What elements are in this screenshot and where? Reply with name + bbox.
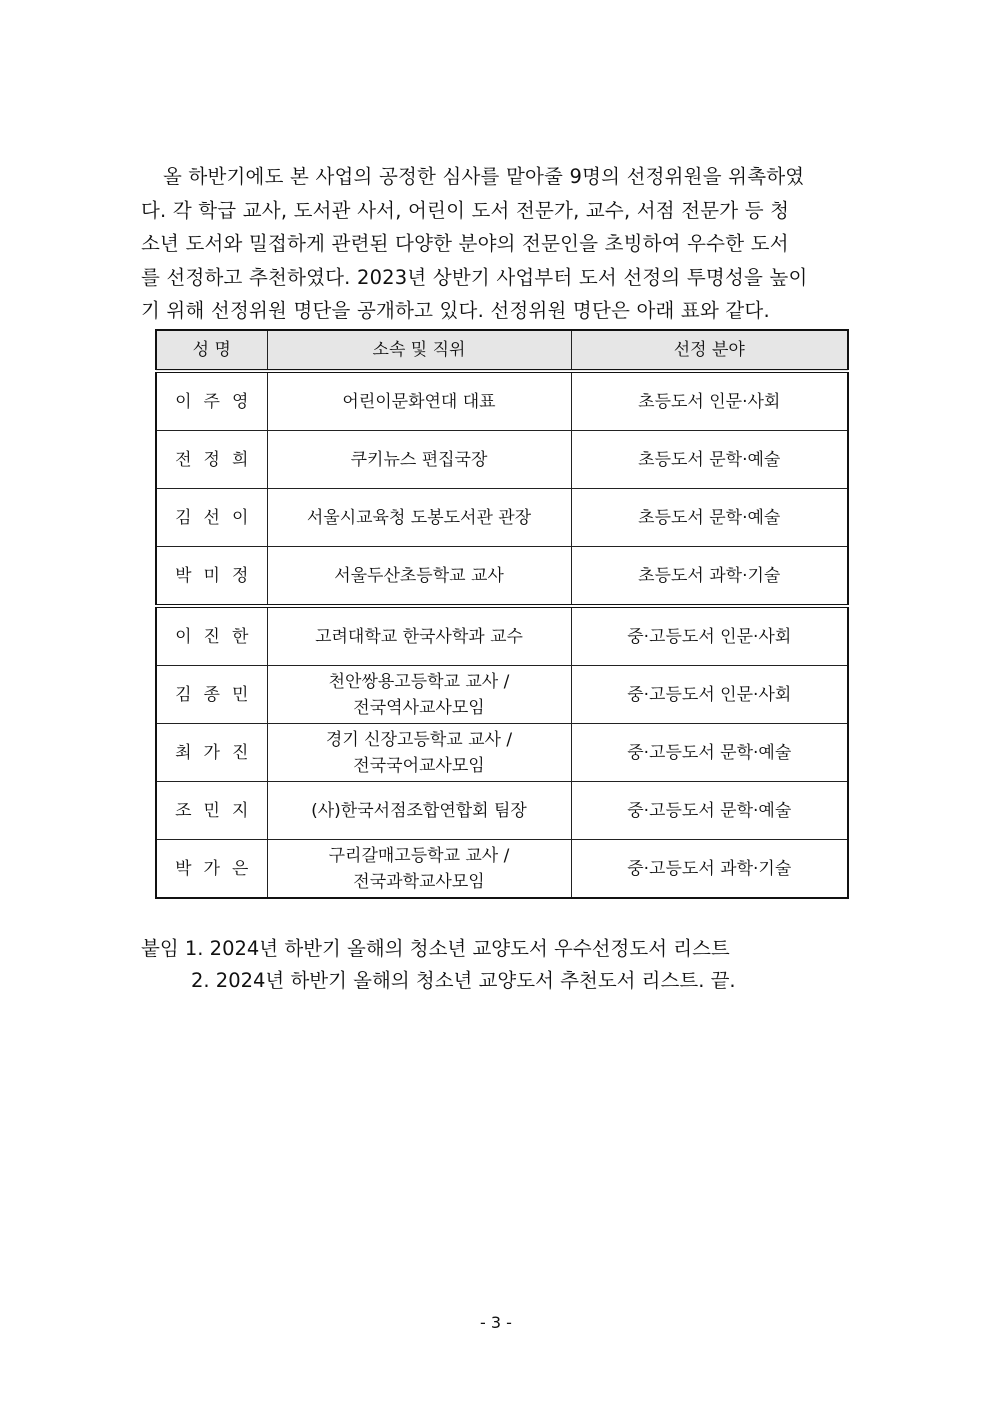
member-affiliation (267, 840, 571, 899)
member-field: 중·고등도서 과학·기술 (571, 840, 848, 899)
member-name: 이진한 (156, 606, 267, 666)
member-field: 초등도서 인문·사회 (571, 371, 848, 431)
table-row (156, 489, 848, 547)
member-name: 전정희 (156, 431, 267, 489)
table-header-row (156, 330, 848, 371)
paragraph-line: 소년 도서와 밀접하게 관련된 다양한 분야의 전문인을 초빙하여 우수한 도서 (141, 232, 789, 256)
affiliation-line: 천안쌍용고등학교 교사 / (328, 671, 510, 692)
header-affiliation: 소속 및 직위 (267, 330, 571, 371)
affiliation-line-2: 전국역사교사모임 (353, 697, 485, 718)
member-field: 중·고등도서 인문·사회 (571, 666, 848, 724)
affiliation-line: 고려대학교 한국사학과 교수 (315, 626, 523, 647)
table-row (156, 606, 848, 666)
table-row (156, 840, 848, 899)
attachments (141, 933, 736, 997)
member-field: 중·고등도서 문학·예술 (571, 782, 848, 840)
member-affiliation (267, 371, 571, 431)
affiliation-line: 구리갈매고등학교 교사 / (328, 845, 510, 866)
member-field: 중·고등도서 인문·사회 (571, 606, 848, 666)
member-affiliation (267, 606, 571, 666)
member-affiliation (267, 782, 571, 840)
intro-paragraph (141, 160, 851, 328)
table-row (156, 431, 848, 489)
table-row (156, 782, 848, 840)
header-name: 성 명 (156, 330, 267, 371)
member-name: 박미정 (156, 547, 267, 607)
affiliation-line: 어린이문화연대 대표 (342, 391, 496, 412)
committee-table (155, 329, 849, 899)
header-field: 선정 분야 (571, 330, 848, 371)
table-row (156, 666, 848, 724)
member-field: 중·고등도서 문학·예술 (571, 724, 848, 782)
member-field: 초등도서 문학·예술 (571, 431, 848, 489)
member-name: 최가진 (156, 724, 267, 782)
member-affiliation (267, 724, 571, 782)
member-name: 박가은 (156, 840, 267, 899)
member-affiliation (267, 547, 571, 607)
member-field: 초등도서 과학·기술 (571, 547, 848, 607)
attachment-line-1: 붙임 1. 2024년 하반기 올해의 청소년 교양도서 우수선정도서 리스트 (141, 937, 730, 960)
paragraph-line: 를 선정하고 추천하였다. 2023년 상반기 사업부터 도서 선정의 투명성을 높이 (141, 265, 808, 289)
affiliation-line: 서울두산초등학교 교사 (334, 565, 504, 586)
member-name: 이주영 (156, 371, 267, 431)
paragraph-line: 기 위해 선정위원 명단을 공개하고 있다. 선정위원 명단은 아래 표와 같다. (141, 299, 770, 323)
member-affiliation (267, 666, 571, 724)
member-field: 초등도서 문학·예술 (571, 489, 848, 547)
affiliation-line: 경기 신장고등학교 교사 / (325, 729, 513, 750)
paragraph-line: 다. 각 학급 교사, 도서관 사서, 어린이 도서 전문가, 교수, 서점 전문가 등 청 (141, 198, 790, 222)
paragraph-line: 올 하반기에도 본 사업의 공정한 심사를 맡아줄 9명의 선정위원을 위촉하였 (163, 165, 805, 188)
page-number: - 3 - (480, 1313, 512, 1332)
member-name: 김선이 (156, 489, 267, 547)
affiliation-line-2: 전국과학교사모임 (353, 871, 485, 892)
member-affiliation (267, 489, 571, 547)
member-affiliation (267, 431, 571, 489)
member-name: 김종민 (156, 666, 267, 724)
affiliation-line-2: 전국국어교사모임 (353, 755, 485, 776)
attachment-line-2: 2. 2024년 하반기 올해의 청소년 교양도서 추천도서 리스트. 끝. (191, 969, 736, 992)
affiliation-line: 서울시교육청 도봉도서관 관장 (306, 507, 532, 528)
affiliation-line: 쿠키뉴스 편집국장 (350, 449, 488, 470)
table-row (156, 724, 848, 782)
table-row (156, 371, 848, 431)
member-name: 조민지 (156, 782, 267, 840)
affiliation-line: (사)한국서점조합연합회 팀장 (311, 800, 527, 821)
table-row (156, 547, 848, 607)
